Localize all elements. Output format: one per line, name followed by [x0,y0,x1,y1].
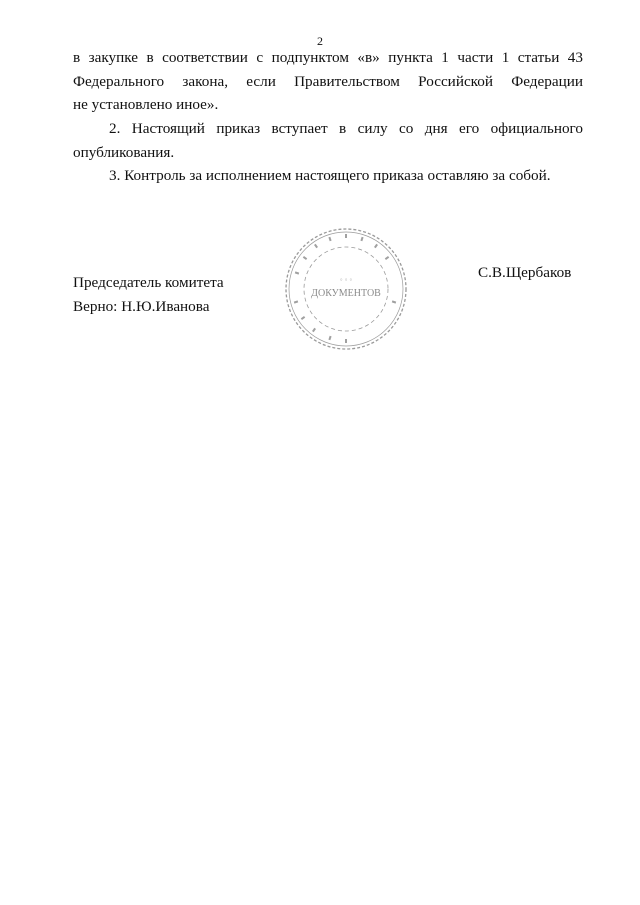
paragraph-2-line-2: опубликования. [73,143,175,161]
official-stamp [283,226,409,352]
paragraph-3 [73,164,583,188]
paragraph-1-line-1: в закупке в соответствии с подпунктом «в» пункта 1 части 1 статьи 43 [73,49,583,66]
paragraph-1-line-2: Федерального закона, если Правительством Российской Федерации [73,72,583,90]
paragraph-2 [73,117,583,164]
svg-text:◦ ◦ ◦: ◦ ◦ ◦ [339,275,353,284]
signer-name: С.В.Щербаков [478,264,572,281]
page-number: 2 [317,34,323,48]
stamp-center-text: ДОКУМЕНТОВ [311,288,381,299]
paragraph-1-line-3: не установлено иное». [73,96,219,113]
signature-block [73,271,224,319]
certified-by: Верно: Н.Ю.Иванова [73,298,210,315]
paragraph-3-line-1: 3. Контроль за исполнением настоящего приказа оставляю за собой. [109,167,551,184]
paragraph-1 [73,46,583,117]
paragraph-2-line-1: 2. Настоящий приказ вступает в силу со дня его официального [109,120,583,137]
signer-position: Председатель комитета [73,274,224,291]
